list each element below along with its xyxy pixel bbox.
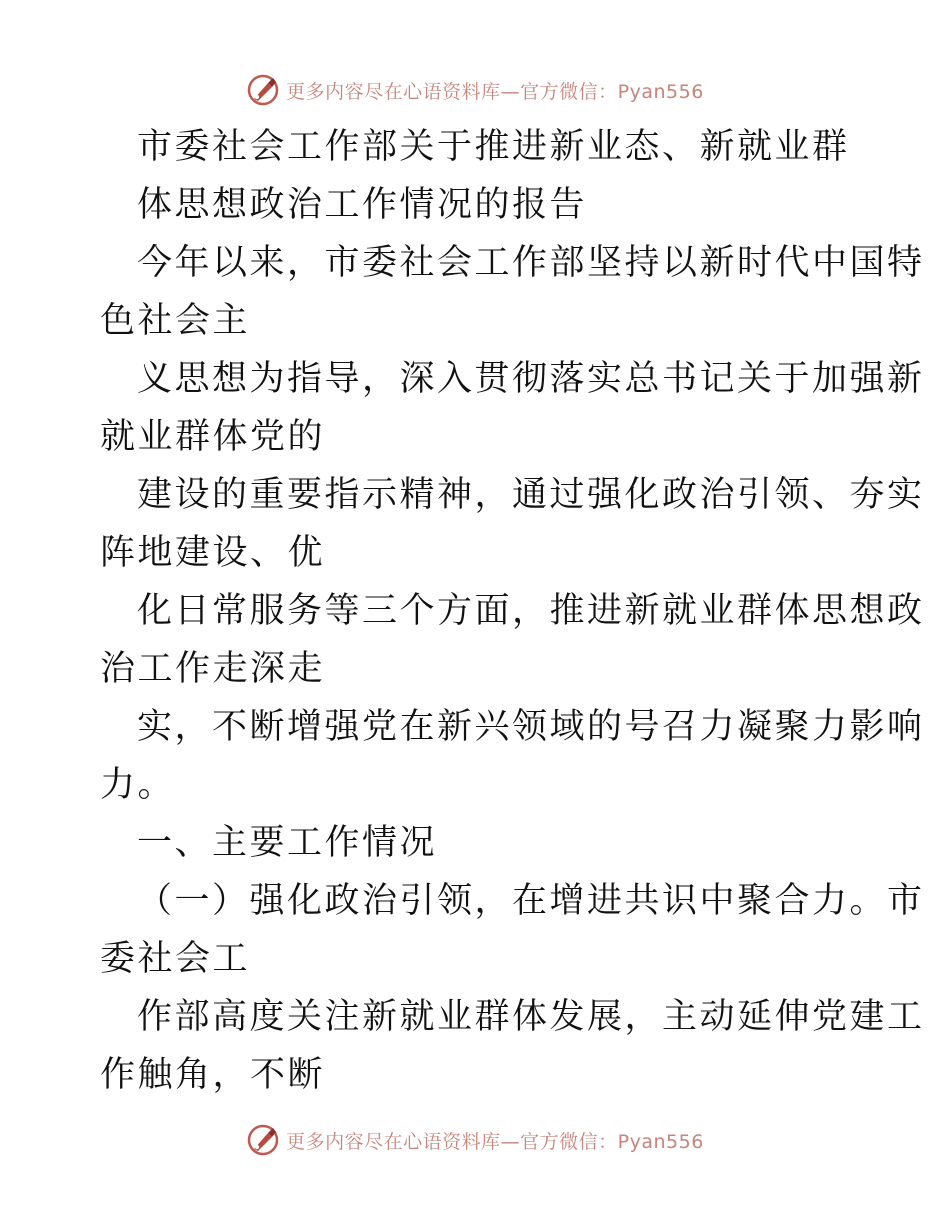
doc-line: 化日常服务等三个方面，推进新就业群体思想政	[137, 591, 925, 631]
doc-line: 色社会主	[100, 301, 251, 341]
document-body	[100, 118, 925, 1104]
doc-line: 实，不断增强党在新兴领域的号召力凝聚力影响	[137, 707, 925, 747]
doc-line: 治工作走深走	[100, 649, 326, 689]
doc-line: 今年以来，市委社会工作部坚持以新时代中国特	[137, 243, 925, 283]
footer-banner	[0, 1120, 950, 1160]
doc-line: 建设的重要指示精神，通过强化政治引领、夯实	[137, 475, 925, 515]
section-heading: 一、主要工作情况	[137, 823, 438, 863]
doc-line: 力。	[100, 765, 176, 805]
doc-line: 义思想为指导，深入贯彻落实总书记关于加强新	[137, 359, 925, 399]
doc-line: （一）强化政治引领，在增进共识中聚合力。市	[137, 881, 925, 921]
header-banner-text: 更多内容尽在心语资料库—官方微信：Pyan556	[286, 80, 704, 103]
doc-line: 就业群体党的	[100, 417, 326, 457]
header-banner	[0, 70, 950, 110]
pen-logo-icon	[246, 1123, 280, 1157]
footer-banner-text: 更多内容尽在心语资料库—官方微信：Pyan556	[286, 1130, 704, 1153]
doc-line: 作触角，不断	[100, 1055, 326, 1095]
doc-line: 市委社会工作部关于推进新业态、新就业群	[137, 127, 850, 167]
doc-line: 体思想政治工作情况的报告	[137, 185, 588, 225]
doc-line: 作部高度关注新就业群体发展，主动延伸党建工	[137, 997, 925, 1037]
doc-line: 阵地建设、优	[100, 533, 326, 573]
doc-line: 委社会工	[100, 939, 251, 979]
pen-logo-icon	[246, 73, 280, 107]
